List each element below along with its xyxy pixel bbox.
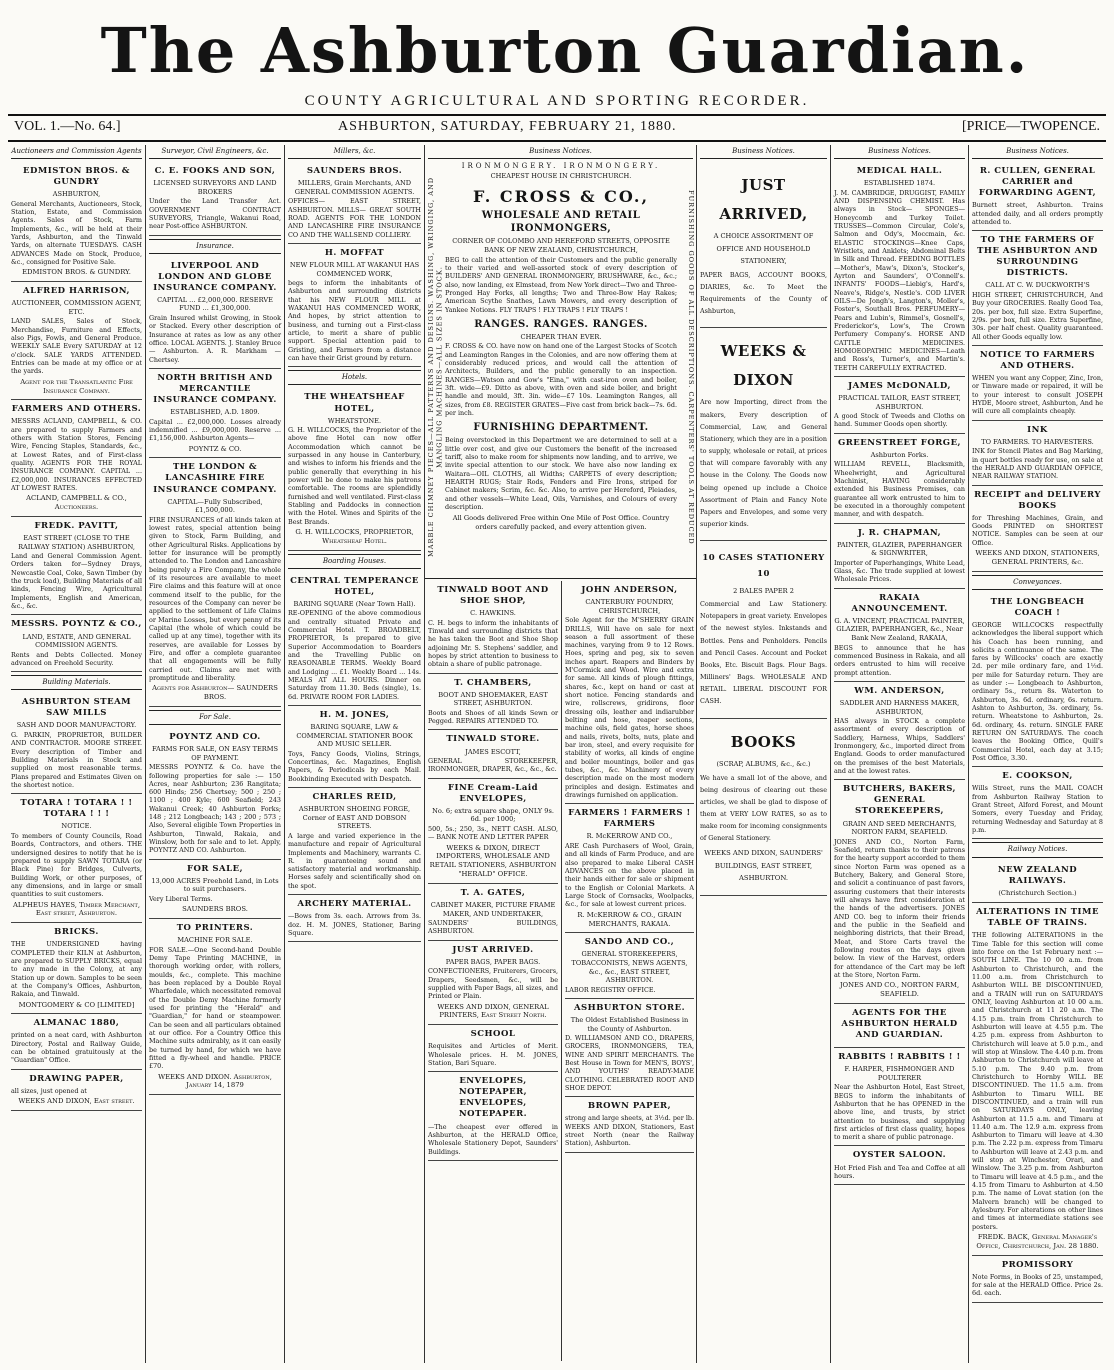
- advert-heading: H. M. JONES,: [319, 710, 390, 721]
- advert-subheading: CANTERBURY FOUNDRY, CHRISTCHURCH,: [585, 598, 674, 615]
- masthead: [0, 0, 1114, 145]
- advert-heading: CHARLES REID,: [312, 792, 397, 803]
- column-heading: Business Notices.: [834, 145, 965, 159]
- advert-body: SAUNDERS' BUILDINGS, ASHBURTON.: [428, 919, 558, 936]
- advert-subheading: WHEATSTONE.: [327, 416, 382, 425]
- advertisement: [700, 328, 827, 541]
- section-heading: Hotels.: [288, 370, 421, 385]
- advert-body: Requisites and Articles of Merit. Wholesale prices. H. M. JONES, Station, Bari Square.: [428, 1042, 558, 1068]
- advert-body: Commercial and Law Stationery. Notepapers in great variety. Envelopes of the newest styles. Inkstands and Bottles. Pens and Penholders. Pencils and Pencil Cases. Account and Pocket Books, Etc. Biscuit Bags. Flour Bags. Milliners' Bags. WHOLESALE AND RETAIL. LIBERAL DISCOUNT FOR CASH.: [700, 600, 827, 706]
- advert-body: WHEN you want any Copper, Zinc, Iron, or Tinware made or repaired, it will be to your interest to consult JOSEPH HYDE, Moore street, Ashburton, And he will cure all complaints cheaply.: [972, 374, 1103, 416]
- advertisement: [972, 903, 1103, 1256]
- advert-heading: NORTH BRITISH AND MERCANTILE INSURANCE COMPANY.: [153, 372, 277, 405]
- advert-subheading: CAPITAL—Fully Subscribed, £1,500,000.: [167, 497, 263, 515]
- advert-subheading: (SCRAP, ALBUMS, &c., &c.): [716, 760, 811, 769]
- advertisement: [149, 728, 281, 860]
- advert-heading: DRAWING PAPER,: [29, 1073, 124, 1084]
- advert-heading: THE WHEATSHEAF HOTEL,: [304, 392, 405, 414]
- advert-signature: WEEKS AND DIXON. Ashburton, January 14, 1879: [158, 1072, 272, 1090]
- advertisement: [149, 919, 281, 1095]
- advertisement: [565, 999, 694, 1097]
- advert-body: —The cheapest ever offered in Ashburton, at the HERALD Office, Wholesale Stationery Depot, Saunders' Buildings.: [428, 1122, 558, 1156]
- advertisement: [288, 706, 421, 788]
- advert-heading: RABBITS ! RABBITS ! !: [838, 1052, 961, 1063]
- advert-body: Note Forms, in Books of 25, unstamped, for sale at the HERALD Office. Price 2s. 6d. each.: [972, 1272, 1103, 1298]
- advert-heading: JAMES McDONALD,: [848, 380, 951, 391]
- advert-body: THE UNDERSIGNED having COMPLETED their KILN at Ashburton, are prepared to SUPPLY BRICKS, equal to any made in the Colony, at any Station up or down. Samples to be seen at the Company's Offices, Ashburton, Rakaia, and Tinwald.: [11, 940, 142, 999]
- advert-heading: BROWN PAPER,: [587, 1101, 672, 1112]
- advert-body: CONFECTIONERS, Fruiterers, Grocers, Drapers, Seedsmen, &c., will be supplied with Paper Bags, all sizes, and Printed or Plain.: [428, 967, 558, 1001]
- advert-subheading: PAINTER, GLAZIER, PAPERHANGER & SIGNWRITER,: [836, 540, 963, 558]
- advert-heading: ALTERATIONS IN TIME TABLE OF TRAINS.: [976, 907, 1099, 929]
- ranges-subheading: CHEAPER THAN EVER.: [520, 332, 602, 341]
- advert-subheading: ESTABLISHED, A.D. 1809.: [170, 408, 260, 417]
- advert-body: BEG to call the attention of their Customers and the public generally to their varied and well-assorted stock of every description of BUILDERS' AND GENERAL IRONMONGERY, BRUSHWARE, &c., &c.; also, now landing, ex Elmstead, from New York direct—Two and Three-Pronged Hay Forks, all lengths; Two and Three-Bow Hay Rakes; American Scythe Snathes, Lawn Mowers, and every description of Yankee Notions. FLY TRAPS ! FLY TRAPS ! FLY TRAPS !: [445, 255, 677, 314]
- advert-signature: MONTGOMERY & CO [LIMITED]: [18, 1000, 135, 1009]
- volume-number: VOL. 1.—No. 64.]: [14, 119, 121, 134]
- advert-body: JONES AND CO., Norton Farm, Seafield, return thanks to their patrons for the hearty support accorded to them since Norton Farm was opened as a Butchery, Bakery, and General Store, and solicit a continuance of past favors, assuring customers that their interests will always have first consideration at the hands of the advertisers. JONES AND CO. beg to inform their friends and the public in the Seafield and neighboring districts, that their Bread, Meat, and Store Carts travel the following routes on the days given below. In view of the Harvest, orders for attendance of the Cart may be left at the Store, Norton Farm.: [834, 837, 965, 979]
- f-cross-advert: [425, 161, 696, 579]
- advert-heading: LIVERPOOL AND LONDON AND GLOBE INSURANCE COMPANY.: [153, 260, 277, 293]
- advertisement: [288, 244, 421, 367]
- advert-heading: ALFRED HARRISON,: [23, 286, 130, 297]
- side-text-left: MARBLE CHIMNEY PIECES—ALL PATTERNS AND DESIGNS. WASHING, WRINGING, AND MANGLING MACHINES—ALL SIZES IN STOCK.: [427, 176, 444, 558]
- section-heading: Building Materials.: [11, 675, 142, 690]
- advert-heading: OYSTER SALOON.: [852, 1150, 947, 1161]
- advert-body: Hot Fried Fish and Tea and Coffee at all hours.: [834, 1163, 965, 1180]
- advertisement: [972, 346, 1103, 421]
- column-heading: Millers, &c.: [288, 145, 421, 159]
- advert-body: J. M. CAMBRIDGE, DRUGGIST, FAMILY AND DISPENSING CHEMIST. Has always in Stock— SPONGES—Honeycomb and Turkey Toilet. TRUSSES—Common Circular, Cole's, Salmon and Ody's, Moccmain, &c. ELASTIC STOCKINGS—Knee Caps, Wristlets, and Anklets; Abdominal Belts in Silk and Thread. FEEDING BOTTLES—Mother's, Maw's, Dixon's, Stocker's, Ayrton and Saunders', O'Connell's. INFANTS' FOODS—Liebig's, Hard's, Neave's, Ridge's, Nestle's. COD LIVER OILS—De Jongh's, Langton's, Moller's, Foster's, Southall Bros. PERFUMERY—Pears and Lubin's, Rimmel's, Gosnell's, Frederickor's, Low's, The Crown Perfumery Company's. HORSE AND CATTLE MEDICINES. HOMOEOPATHIC MEDICINES—Leath and Ross's, Turner's, and Martin's. TEETH CAREFULLY EXTRACTED.: [834, 188, 965, 372]
- advert-signature: SAUNDERS BROS.: [182, 905, 248, 914]
- advert-subheading: CAPITAL ... £2,000,000. RESERVE FUND ... £1,300,000.: [157, 295, 273, 313]
- advert-heading: BUTCHERS, BAKERS, GENERAL STOREKEEPERS,: [842, 784, 957, 817]
- advert-heading: FREDK. PAVITT,: [34, 520, 119, 531]
- ironmongery-kicker: IRONMONGERY. IRONMONGERY.: [461, 162, 661, 170]
- advert-heading: TINWALD STORE.: [446, 734, 540, 745]
- advert-heading: THE LONGBEACH COACH !: [990, 596, 1085, 618]
- advertisement: [11, 923, 142, 1014]
- advert-body: HIGH STREET, CHRISTCHURCH, And Buy your GROCERIES. Really Good Tea, 20s. per box, full size. Extra Superfine, 2/9s. per box, full size. Extra Superfine, 30s. per half chest. Quality guaranteed. All other Goods equally low.: [972, 290, 1103, 341]
- advert-subheading: No. 6; extra square shape, ONLY 9s. 6d. per 1000;: [432, 806, 554, 824]
- advert-subheading: ASHBURTON,: [52, 190, 101, 199]
- advert-body: GEORGE WILLCOCKS respectfully acknowledges the liberal support which his Coach has been running, and solicits a continuance of the same. The fares by Willcocks' coach are exactly 2d. per mile ordinary fare, and 1½d. per mile for Saturday return. They are as under :— Longbeach to Ashburton, ordinary 5s., return 8s. Waterton to Ashburton, 3s. 6d. ordinary, 6s. return. Ashton to Ashburton, 3s. ordinary, 5s. return. Wheatstone to Ashburton, 2s. 6d. ordinary, 4s. return. SINGLE FARE RETURN ON SATURDAYS. The coach leaves the Booking Office, Quill's Commercial Hotel, each day at 3.15; Post Office, 3.30.: [972, 620, 1103, 763]
- advertiser-trade: WHOLESALE AND RETAIL IRONMONGERS,: [481, 210, 641, 235]
- furnishing-body: Being overstocked in this Department we are determined to sell at a little over cost, and give our Customers the benefit of the increased tariff, also to make room for shipments now landing, and to arrive, we invite special attention to our stock. We have also now landing ex Waitara—OIL CLOTHS, all Widths; CARPETS of every description; HEARTH RUGS; Stair Rods, Fenders and Fire Irons, striped for Cabinet makers; Scrim, &c. &c. Also, to arrive per Hereford, Pleiades, and other vessels—White Lead, Oils, Varnishes, and Colours of every description.: [445, 436, 677, 512]
- newspaper-title: The Ashburton Guardian.: [100, 14, 1030, 87]
- advert-heading: ALMANAC 1880,: [33, 1018, 120, 1029]
- section-heading: For Sale.: [149, 710, 281, 725]
- advertisement: [11, 517, 142, 615]
- advert-subheading: BARING SQUARE, LAW & COMMERCIAL STATIONER BOOK AND MUSIC SELLER.: [296, 723, 413, 749]
- advertisement: [834, 162, 965, 377]
- advert-body: ARE Cash Purchasers of Wool, Grain, and all kinds of Farm Produce, and are also prepared to make Liberal CASH ADVANCES on the above placed in their hands either for sale or shipment to the English or Colonial Markets. A Large Stock of Cornsacks, Woolpacks, &c., for sale at lowest current prices.: [565, 842, 694, 909]
- advert-body: Grain Insured whilst Growing, in Stook or Stacked. Every other description of Insurance at rates as low as any other office. LOCAL AGENTS. J. Stanley Bruce — Ashburton. A. R. Markham — Chertsey.: [149, 313, 281, 364]
- column-4-lower: [425, 581, 561, 1361]
- advert-body: A large and varied experience in the manufacture and repair of Agricultural Implements and Machinery, warrants C. R. in guaranteeing sound and satisfactory material and workmanship. Horses safely and scientifically shod on the spot.: [288, 831, 421, 890]
- advertisement: [11, 1014, 142, 1069]
- advert-body: FIRE INSURANCES of all kinds taken at lowest rates, special attention being given to Stock, Farm Building, and other Agricultural Risks. Applications by letter for insurance will be promptly attended to. The London and Lancashire being purely a Fire Company, the whole of its resources are available to meet Fire claims and this feature will at once commend itself to the public, for the resources of the Company can never be applied to the settlement of Life Claims or Marine Losses, but every penny of its Capital (the whole of which could be called up at any time), together with its reserves, are available for Losses by Fire, and offer a complete guarantee that all engagements will be fully carried out. Claims are met with promptitude and liberality.: [149, 515, 281, 682]
- advertisement: [11, 1070, 142, 1111]
- column-8: [968, 145, 1106, 1363]
- advertisement: [428, 941, 558, 1026]
- advert-body: Under the Land Transfer Act. GOVERNMENT CONTRACT SURVEYORS, Triangle, Wakanui Road, near Post-office ASHBURTON.: [149, 197, 281, 231]
- advertiser-name: F. CROSS & CO.,: [472, 186, 650, 206]
- advertisement: [428, 581, 558, 674]
- issue-date: ASHBURTON, SATURDAY, FEBRUARY 21, 1880.: [338, 119, 677, 134]
- column-3: [284, 145, 424, 1363]
- column-heading: Business Notices.: [428, 145, 693, 159]
- column-7: [830, 145, 968, 1363]
- advert-heading: SCHOOL: [470, 1029, 516, 1040]
- column-heading: Business Notices.: [700, 145, 827, 159]
- advert-heading: EDMISTON BROS. & GUNDRY: [23, 166, 130, 188]
- advert-subheading: SASH AND DOOR MANUFACTORY.: [16, 721, 137, 730]
- advert-signature: EDMISTON BROS. & GUNDRY.: [22, 268, 131, 277]
- advertisement: [11, 400, 142, 517]
- advert-heading: C. E. FOOKS AND SON,: [154, 166, 276, 177]
- advert-heading: FOR SALE,: [186, 863, 244, 874]
- advert-heading: R. CULLEN, GENERAL CARRIER and FORWARDING AGENT,: [978, 166, 1097, 199]
- advert-heading: TO PRINTERS.: [176, 923, 254, 934]
- section-heading: Railway Notices.: [972, 842, 1103, 857]
- advert-signature: ALPHEUS HAYES, Timber Merchant, East street, Ashburton.: [12, 900, 141, 918]
- advert-heading: THE LONDON & LANCASHIRE FIRE INSURANCE COMPANY.: [153, 462, 277, 495]
- advert-heading: JUST ARRIVED,: [719, 176, 808, 223]
- advert-subheading: BOOT AND SHOEMAKER, EAST STREET, ASHBURTON.: [438, 690, 548, 708]
- advert-signature: Agent for the Transatlantic Fire Insurance Company.: [20, 377, 133, 395]
- column-4-5: [424, 145, 696, 1363]
- advertisement: [834, 434, 965, 524]
- advert-heading: NEW ZEALAND RAILWAYS.: [997, 864, 1078, 886]
- cheapest-house: CHEAPEST HOUSE IN CHRISTCHURCH.: [490, 172, 632, 181]
- dateline: [8, 114, 1106, 142]
- advertisement: [972, 767, 1103, 839]
- advert-subheading: TO FARMERS. TO HARVESTERS.: [981, 437, 1094, 446]
- advert-body: OFFICES— EAST STREET, ASHBURTON. MILLS— GREAT SOUTH ROAD. AGENTS FOR THE LONDON AND LANCASHIRE FIRE INSURANCE CO AND THE WALLSEND COLLIERY.: [288, 197, 421, 239]
- advertisement: [428, 1025, 558, 1072]
- advert-subheading: AUCTIONEER, COMMISSION AGENT, ETC.: [11, 299, 142, 316]
- advert-body: A good Stock of Tweeds and Cloths on hand. Summer Goods open shortly.: [834, 412, 965, 429]
- advertisement: [428, 1072, 558, 1161]
- advertisement: [149, 162, 281, 235]
- advert-subheading: PRACTICAL TAILOR, EAST STREET, ASHBURTON.: [838, 393, 961, 411]
- advert-subheading: ASHBURTON SHOEING FORGE, Corner of EAST AND DOBSON STREETS.: [298, 805, 411, 831]
- advertisement: [149, 369, 281, 459]
- advert-subheading: GRAIN AND SEED MERCHANTS, NORTON FARM, SEAFIELD.: [842, 819, 957, 837]
- advert-body: GENERAL STOREKEEPER, IRONMONGER, DRAPER, &c., &c., &c.: [428, 757, 558, 774]
- section-heading: Conveyances.: [972, 575, 1103, 590]
- advert-body: Sole Agent for the M'SHERRY GRAIN DRILLS, Will have on sale for next season a full assortment of these machines, varying from 9 to 12 Rows. Hoes, spring and peg, six to seven inches apart. Reapers and Binders by M'Cormick and Wood. Wire and extra for same. All kinds of plough fittings, shares, &c., kept on hand or cast at short notice. Fencing standards and wire, rollscrews, gridirons, floor dressing oils, leather and indiarubber belting and hose, reaper sections, machine oils, field gates, horse shoes and nails, rivets, bolts, nuts, plate and bar iron, steel, and every requisite for stability of works, all kinds of engine and boiler mountings, boiler and gas tubes, &c., &c. Machinery of every description made on the most modern principles and design. Estimates and drawings furnished on application.: [565, 616, 694, 800]
- delivery-footer: All Goods delivered Free within One Mile of Post Office. Country orders carefully packed, and every attention given.: [452, 514, 670, 531]
- advert-body: LABOR REGISTRY OFFICE.: [565, 985, 656, 994]
- advertisement: [972, 162, 1103, 231]
- advert-body: printed on a neat card, with Ashburton Directory, Postal and Railway Guide, can be obtained gratuitously at the "Guardian" Office.: [11, 1031, 142, 1065]
- advert-subheading: (Christchurch Section.): [998, 888, 1077, 897]
- column-2: [145, 145, 284, 1363]
- advert-body: —Bows from 3s. each. Arrows from 3s. doz. H. M. JONES, Stationer, Baring Square.: [288, 912, 421, 937]
- advert-subheading: FARMS FOR SALE, ON EASY TERMS OF PAYMENT.: [151, 745, 279, 762]
- advert-heading: J. R. CHAPMAN,: [857, 527, 942, 538]
- advertisement: [288, 162, 421, 244]
- advert-heading: FARMERS ! FARMERS ! FARMERS: [568, 808, 691, 830]
- advert-heading: PROMISSORY: [1001, 1259, 1074, 1270]
- advert-body: 500, 5s.; 250, 3s., NETT CASH. ALSO,— BANK NOTE AND LETTER PAPER: [428, 824, 558, 842]
- advertisement: [288, 895, 421, 942]
- advert-body: We have a small lot of the above, and being desirous of clearing out these articles, we shall be glad to dispose of them at VERY LOW RATES, so as to make room for incoming consignments of General Stationery.: [700, 773, 827, 843]
- newspaper-subtitle: COUNTY AGRICULTURAL AND SPORTING RECORDER.: [304, 93, 810, 109]
- advert-body: Near the Ashburton Hotel, East Street, BEGS to inform the inhabitants of Ashburton that he has OPENED in the above line, and trusts, by strict attention to business, and supplying first articles of first class quality, hopes to merit a share of public patronage.: [834, 1083, 965, 1142]
- section-heading: Boarding Houses.: [288, 554, 421, 569]
- advert-body: for Threshing Machines, Grain, and Goods PRINTED on SHORTEST NOTICE. Samples can be seen at our Office.: [972, 513, 1103, 547]
- advertisement: [834, 1146, 965, 1185]
- advert-body: WILLIAM REVELL, Blacksmith, Wheelwright, and Agricultural Machinist, HAVING considerably extended his Business Premises, can guarantee all work entrusted to him to be executed in a thoroughly competent manner, and with despatch.: [834, 460, 965, 519]
- advert-body: Land and General Commission Agent. Orders taken for—Sydney Drays, Newcastle Coal, Coke, Sawn Timber (by the truck load), Building Materials of all kinds, Fencing Wire, Agricultural Implements, English and American, &c., &c.: [11, 552, 142, 611]
- advert-heading: TOTARA ! TOTARA ! ! TOTARA ! ! !: [20, 798, 133, 820]
- advert-heading: JOHN ANDERSON,: [581, 585, 678, 595]
- advert-subheading: ESTABLISHED 1874.: [863, 179, 936, 188]
- advertisement: [834, 682, 965, 780]
- advertisement: [834, 1048, 965, 1146]
- advert-subheading: MACHINE FOR SALE.: [177, 936, 253, 945]
- advert-body: MESSRS POYNTZ & Co. have the following properties for sale :— 150 Acres, near Ashburton; 236 Rangitata; 600 Hinds; 256 Chertsey; 500 ; 250 ; 1100 ; 400 Kyle; 600 Seafield; 243 Wakanui Creek; 40 Ashburton Forks; 148 ; 212 Longbeach; 143 ; 200 ; 573 ; Also, Several eligible Town Properties in Ashburton, Tinwald, Rakaia, and Winslow, both for sale and to let. Apply, POYNTZ AND CO. Ashburton.: [149, 763, 281, 855]
- advert-heading: NOTICE TO FARMERS AND OTHERS.: [979, 349, 1096, 371]
- advert-subheading: CABINET MAKER, PICTURE FRAME MAKER, AND UNDERTAKER,: [430, 900, 556, 918]
- advert-signature: WEEKS AND DIXON, East street.: [18, 1097, 135, 1106]
- advert-heading: ENVELOPES, NOTEPAPER, ENVELOPES, NOTEPAPER.: [458, 1076, 528, 1120]
- column-heading: Auctioneers and Commission Agents: [11, 145, 142, 159]
- advertisement: [428, 779, 558, 884]
- advert-subheading: Ashburton Forks.: [870, 450, 929, 459]
- advert-heading: SANDO AND CO.,: [584, 937, 675, 948]
- advert-heading: RAKAIA ANNOUNCEMENT.: [851, 592, 948, 614]
- ranges-body: F. CROSS & CO. have now on hand one of the Largest Stocks of Scotch and Leamington Ranges in the Colonies, and are now offering them at considerably reduced prices, and would call the attention of Architects, Builders, and the public generally to an inspection. RANGES—Watson and Gow's "Eina," with cast-iron oven and boiler, 3ft. wide—£9. Ditto as above, with oven and side boiler, and bright handle and mould, 3ft. 3in. wide—£7 10s. Leamington Ranges, all sizes, from £8. REGISTER GRATES—Five cast from brick back—7s. 6d. per inch.: [445, 342, 677, 418]
- advert-subheading: BARING SQUARE (Near Town Hall).: [293, 599, 416, 608]
- advert-heading: FINE Cream-Laid ENVELOPES,: [447, 782, 539, 804]
- advert-heading: H. MOFFAT: [324, 247, 385, 258]
- advert-body: INK for Stencil Plates and Bag Marking, in quart bottles ready for use, on sale at the HERALD AND GUARDIAN OFFICE, NEAR RAILWAY STATION.: [972, 447, 1103, 481]
- advertisement: [11, 162, 142, 282]
- advert-heading: MESSRS. POYNTZ & CO.,: [11, 619, 142, 630]
- advert-subheading: NOTICE.: [61, 822, 92, 831]
- advert-body: PAPER BAGS, ACCOUNT BOOKS, DIARIES, &c. To Meet the Requirements of the County of Ashburton,: [700, 270, 827, 316]
- advertisement: [428, 674, 558, 731]
- advertisement: [834, 524, 965, 589]
- advertisement: [288, 788, 421, 895]
- advert-subheading: MILLERS, Grain Merchants, AND GENERAL COMMISSION AGENTS.: [294, 179, 415, 196]
- advert-heading: POYNTZ AND CO.: [169, 732, 261, 742]
- advertisement: [565, 804, 694, 933]
- advert-heading: BOOKS: [730, 732, 797, 751]
- advert-body: To members of County Councils, Road Boards, Contractors, and others. THE undersigned desires to notify that he is prepared to supply SAWN TOTARA (or Black Pine) for Bridges, Culverts, Building Work, or other purposes, of any dimensions, and in large or small quantities to suit customers.: [11, 831, 142, 899]
- advert-body: Rents and Debts Collected. Money advanced on Freehold Security.: [11, 650, 142, 667]
- advert-heading: INK: [1027, 424, 1048, 435]
- advert-body: Capital ... £2,000,000. Losses already indemnified ... £9,000,000. Reserve ... £1,156,000. Ashburton Agents—: [149, 417, 281, 443]
- advertisement: [149, 458, 281, 706]
- advert-heading: ASHBURTON STORE.: [573, 1002, 686, 1013]
- column-1: [8, 145, 145, 1363]
- advert-subheading: SADDLER AND HARNESS MAKER, ASHBURTON,: [839, 698, 960, 716]
- advert-body: begs to inform the inhabitants of Ashburton and surrounding districts that his NEW FLOUR MILL at WAKANUI HAS COMMENCED WORK, And hopes, by strict attention to business, and turning out a First-class article, to merit a share of public support. Special attention paid to Gristing, and Farmers from a distance can have their Grist ground by return.: [288, 279, 421, 363]
- side-text-right: FURNISHING GOODS OF ALL DESCRIPTIONS. CARPENTERS' TOOLS AT REDUCED: [687, 189, 695, 545]
- advertisement: [972, 486, 1103, 572]
- advert-subheading: R. McKERROW AND CO.,: [586, 832, 673, 841]
- advert-signature: JONES AND CO., NORTON FARM, SEAFIELD.: [839, 981, 960, 999]
- advert-signature: POYNTZ & CO.: [188, 444, 242, 453]
- advertisement: [834, 1004, 965, 1048]
- advertisement: [11, 693, 142, 794]
- advert-heading: AGENTS FOR THE ASHBURTON HERALD AND GUARDIAN.: [841, 1007, 958, 1040]
- advertisement: [11, 282, 142, 400]
- advert-heading: TO THE FARMERS OF THE ASHBURTON AND SURROUNDING DISTRICTS.: [977, 235, 1098, 279]
- advertisement: [834, 589, 965, 682]
- advertisement: [11, 615, 142, 672]
- advert-subheading: G. A. VINCENT, PRACTICAL PAINTER, GLAZIER, PAPERHANGER, &c., Near Bank New Zealand, RAKAIA,: [834, 616, 965, 643]
- advert-subheading: The Oldest Established Business in the County of Ashburton.: [570, 1016, 689, 1033]
- advertisement: [565, 1097, 694, 1152]
- advert-body: D. WILLIAMSON AND CO., DRAPERS, GROCERS, IRONMONGERS, TEA, WINE AND SPIRIT MERCHANTS. The Best House in Town for MEN'S, BOYS', AND YOUTHS' READY-MADE CLOTHING. CELEBRATED ROOT AND SHOE DEPOT.: [565, 1034, 694, 1093]
- advertisement: [149, 257, 281, 369]
- advert-heading: CENTRAL TEMPERANCE HOTEL,: [290, 575, 419, 597]
- advert-signature: ACLAND, CAMPBELL & CO., Auctioneers.: [26, 494, 127, 512]
- furnishing-heading: FURNISHING DEPARTMENT.: [473, 422, 649, 434]
- advert-subheading: EAST STREET (CLOSE TO THE RAILWAY STATION) ASHBURTON,: [18, 534, 135, 551]
- advert-heading: T. CHAMBERS,: [454, 677, 532, 688]
- advert-heading: BRICKS.: [54, 927, 99, 938]
- advert-signature: WEEKS AND DIXON, SAUNDERS' BUILDINGS, EAST STREET, ASHBURTON.: [704, 848, 823, 883]
- advert-body: strong and large sheets, at 3½d. per lb. WEEKS AND DIXON, Stationers, East street North (near the Railway Station), Ashburton.: [565, 1114, 694, 1148]
- advert-heading: T. A. GATES,: [460, 887, 526, 898]
- advert-signature: G. H. WILLCOCKS, PROPRIETOR, Wheatsheaf Hotel.: [295, 528, 414, 545]
- columns: [8, 145, 1106, 1365]
- advertisement: [565, 581, 694, 804]
- advert-heading: MEDICAL HALL.: [856, 166, 943, 177]
- advertisement: [972, 1256, 1103, 1303]
- advertisement: [149, 860, 281, 919]
- advert-subheading: F. HARPER, FISHMONGER AND POULTERER: [844, 1065, 955, 1082]
- column-heading: Surveyor, Civil Engineers, &c.: [149, 145, 281, 159]
- advertisement: [972, 421, 1103, 486]
- ranges-heading: RANGES. RANGES. RANGES.: [474, 318, 648, 330]
- advert-body: Wills Street, runs the MAIL COACH from Ashburton Railway Station to Grant Street, Alford Forest, and Mount Somers, every Tuesday and Friday, returning Wednesday and Saturday at 8 p.m.: [972, 784, 1103, 835]
- advert-body: G. PARKIN, PROPRIETOR, BUILDER AND CONTRACTOR. MOORE STREET. Every description of Timber and Building Materials in Stock and supplied on most reasonable terms. Plans prepared and Estimates Given on the shortest notice.: [11, 731, 142, 789]
- advert-body: RE-OPENING of the above commodious and centrally situated Private and Commercial Hotel. T. BROADBELT, PROPRIETOR, Is prepared to give Superior Accommodation to Boarders and the Travelling Public on REASONABLE TERMS. Weekly Board and Lodging ... £1. Weekly Board ... 14s. MEALS AT ALL HOURS. Dinner on Saturday from 11.30. Beds (single), 1s. 6d. PRIVATE ROOM FOR LADIES.: [288, 609, 421, 701]
- advertisement: [972, 231, 1103, 346]
- advert-subheading: LICENSED SURVEYORS AND LAND BROKERS: [153, 179, 277, 196]
- advert-body: General Merchants, Auctioneers, Stock, Station, Estate, and Commission Agents. Sales of Stock, Farm Implements, &c., will be held at their Yards, Ashburton, and the Tinwald Yards, on alternate TUESDAYS. CASH ADVANCES Made on Stock, Produce, &c., consigned for Positive Sale.: [11, 199, 142, 267]
- advert-body: THE following ALTERATIONS in the Time Table for this section will come into force on the 1st February next :— SOUTH LINE. The 10 00 a.m. from Ashburton to Christchurch, and the 11.00 a.m. from Christchurch to Ashburton WILL BE DISCONTINUED, and a TRAIN will run on SATURDAYS ONLY, leaving Ashburton at 10 00 a.m. and Christchurch at 11 20 a.m. The 4.15 p.m. train from Christchurch to Ashburton will leave at 4.55 p.m. The 4.25 p.m. express from Ashburton to Christchurch will leave at 5.0 p.m., and will stop at Winslow. The 4.40 p.m. from Ashburton to Christchurch will leave at 5.10 p.m. The 9.40 p.m. from Christchurch to Hornby WILL BE DISCONTINUED. The 11.5 a.m. from Ashburton to Timaru WILL BE DISCONTINUED, and a train will run on SATURDAYS ONLY, leaving Ashburton at 11.5 a.m. and Timaru at 11.40 a.m. The 12.9 a.m. express from Ashburton to Timaru will leave at 4.30 p.m. The 2.22 p.m. express from Timaru to Ashburton will leave at 2.43 p.m. and will stop at Winchester, Orari, and Winslow. The 3.25 p.m. from Ashburton to Timaru will leave at 4.5 p.m., and the 4.15 from Timaru to Ashburton at 4.50 p.m. The name of Lovat station (on the Malvern branch) will be changed to Aylesbury. For alterations on other lines and times at intermediate stations see posters.: [972, 931, 1103, 1231]
- advertisement: [834, 780, 965, 1004]
- advert-signature: WEEKS AND DIXON, STATIONERS, GENERAL PRINTERS, &c.: [975, 549, 1100, 566]
- advert-body: Boots and Shoes of all kinds Sewn or Pegged. REPAIRS ATTENDED TO.: [428, 708, 558, 726]
- column-6: [696, 145, 830, 1363]
- advert-heading: GREENSTREET FORGE,: [837, 437, 962, 448]
- advert-body: Importer of Paperhangings, White Lead, Glass, &c. The trade supplied at lowest Wholesale Prices.: [834, 558, 965, 584]
- advert-subheading: PAPER BAGS, PAPER BAGS.: [445, 957, 541, 966]
- advert-signature: WEEKS AND DIXON, GENERAL PRINTERS, East Street North.: [437, 1002, 549, 1020]
- advert-heading: JUST ARRIVED.: [452, 944, 534, 955]
- advertisement: [428, 730, 558, 778]
- column-5-lower: [561, 581, 696, 1361]
- advert-subheading: NEW FLOUR MILL AT WAKANUI HAS COMMENCED WORK,: [289, 260, 420, 278]
- advert-heading: FARMERS AND OTHERS.: [11, 404, 142, 415]
- advert-signature: Agents for Ashburton— SAUNDERS BROS.: [152, 684, 278, 702]
- advert-heading: E. COOKSON,: [1002, 771, 1073, 782]
- advert-signature: FREDK. BACK, General Manager's Office, Christchurch, Jan. 28 1880.: [976, 1233, 1099, 1250]
- advert-heading: TINWALD BOOT AND SHOE SHOP,: [437, 585, 549, 607]
- advert-subheading: CALL AT C. W. DUCKWORTH'S: [985, 281, 1090, 290]
- advert-body: C. H. begs to inform the inhabitants of Tinwald and surrounding districts that he has taken the Boot and Shoe Shop adjoining Mr. S. Stephens' saddler, and hopes by strict attention to business to obtain a share of public patronage.: [428, 618, 558, 669]
- section-heading: Insurance.: [149, 239, 281, 254]
- advert-subheading: 13,000 ACRES Freehold Land, in Lots to suit purchasers.: [151, 876, 279, 894]
- advertisement: [700, 541, 827, 718]
- advertisement: [11, 794, 142, 923]
- advert-body: G. H. WILLCOCKS, the Proprietor of the above fine Hotel can now offer Accommodation which cannot be surpassed in any house in Canterbury, and wishes to inform his friends and the public generally that everything in his power will be done to make his patrons comfortable. The rooms are splendidly furnished and well ventilated. First-class Stabling and Paddocks in connection with the Hotel. Wines and Spirits of the Best Brands.: [288, 426, 421, 526]
- advertisement: [700, 719, 827, 897]
- advert-subheading: LAND, ESTATE, AND GENERAL COMMISSION AGENTS.: [22, 632, 131, 650]
- advert-signature: WEEKS & DIXON, DIRECT IMPORTERS, WHOLESALE AND RETAIL STATIONERS, ASHBURTON "HERALD" OFFICE.: [429, 843, 557, 879]
- advert-subheading: C. HAWKINS.: [470, 609, 516, 618]
- advertisement: [288, 572, 421, 706]
- advert-subheading: GENERAL STOREKEEPERS, TOBACCONISTS, NEWS AGENTS, &c., &c., EAST STREET, ASHBURTON.: [571, 950, 688, 985]
- advertiser-address: CORNER OF COLOMBO AND HEREFORD STREETS, OPPOSITE BANK OF NEW ZEALAND, CHRISTCHURCH,: [452, 237, 670, 255]
- advert-subheading: 2 BALES PAPER 2: [733, 586, 794, 595]
- advert-body: LAND SALES, Sales of Stock, Merchandise, Furniture and Effects, also Pigs, Fowls, and General Produce. WEEKLY SALE Every SATURDAY at 12 o'clock. SALE YARDS ATTENDED. Entries can be made at my office or at the yards.: [11, 317, 142, 376]
- issue-price: [PRICE—TWOPENCE.: [961, 119, 1100, 134]
- advertisement: [565, 933, 694, 999]
- advertisement: [288, 388, 421, 550]
- advertisement: [972, 861, 1103, 904]
- advertisement: [834, 377, 965, 434]
- advert-body: BEGS to announce that he has commenced Business in Rakaia, and all orders entrusted to him will receive prompt attention.: [834, 643, 965, 677]
- advert-heading: RECEIPT and DELIVERY BOOKS: [974, 489, 1101, 511]
- advert-heading: 10 CASES STATIONERY 10: [702, 553, 825, 580]
- advert-heading: ARCHERY MATERIAL.: [297, 899, 412, 910]
- advert-subheading: JAMES ESCOTT,: [465, 747, 521, 756]
- advertisement: [700, 162, 827, 328]
- advert-body: Are now Importing, direct from the makers, Every description of Commercial, Law, and General Stationery, which they are in a position to supply, wholesale or retail, at prices that will compare favorably with any house in the Colony. The Goods now being opened up include a Choice Assortment of Plain and Fancy Note Papers and Envelopes, and some very superior kinds.: [700, 398, 828, 529]
- advert-heading: WEEKS & DIXON: [720, 342, 807, 389]
- column-heading: Business Notices.: [972, 145, 1103, 159]
- advert-subheading: A CHOICE ASSORTMENT OF OFFICE AND HOUSEHOLD STATIONERY,: [713, 232, 814, 266]
- advertisement: [972, 593, 1103, 768]
- advert-heading: ASHBURTON STEAM SAW MILLS: [21, 697, 132, 719]
- advertisement: [428, 884, 558, 941]
- advert-body: Very Liberal Terms.: [149, 894, 213, 903]
- advert-body: HAS always in STOCK a complete assortment of every description of Saddlery, Harness, Whips, Saddlers' Ironmongery, &c., imported direct from England. Goods to order manufactured on the premises of the best Materials, and at the lowest rates.: [834, 717, 965, 776]
- advert-body: Burnett street, Ashburton. Trains attended daily, and all orders promptly attended to.: [972, 201, 1103, 226]
- advert-body: Toys, Fancy Goods, Violins, Strings, Concertinas, &c. Magazines, English Papers, & Periodicals by each Mail. Bookbinding Executed with Despatch.: [288, 749, 421, 783]
- advert-body: FOR SALE.—One Second-hand Double Demy Tape Printing MACHINE, in thorough working order, with rollers, moulds, &c., complete. This machine has been replaced by a Double Royal Wharfedale, which necessitated removal of the Double Demy Machine formerly used for printing the "Herald" and "Guardian," for hand or steampower. Can be seen and all particulars obtained at our office. For a Country Office this Machine suits admirably, as it can easily be turned by hand, for which we have fitted a fly-wheel and handle. PRICE £70.: [149, 945, 281, 1071]
- advert-body: all sizes, just opened at: [11, 1086, 87, 1095]
- advert-signature: R. McKERROW & CO., GRAIN MERCHANTS, RAKAIA.: [577, 910, 682, 928]
- advert-heading: WM. ANDERSON,: [854, 685, 945, 696]
- advert-heading: SAUNDERS BROS.: [306, 166, 403, 177]
- advert-body: MESSRS ACLAND, CAMPBELL, & CO. are prepared to supply Farmers and others with Station Stores, Fencing Wire, Fencing Staples, Standards, &c., at Lowest Rates, and of First-class quality. AGENTS FOR THE ROYAL INSURANCE COMPANY. CAPITAL ... £2,000,000. INSURANCES EFFECTED AT LOWEST RATES.: [11, 417, 142, 492]
